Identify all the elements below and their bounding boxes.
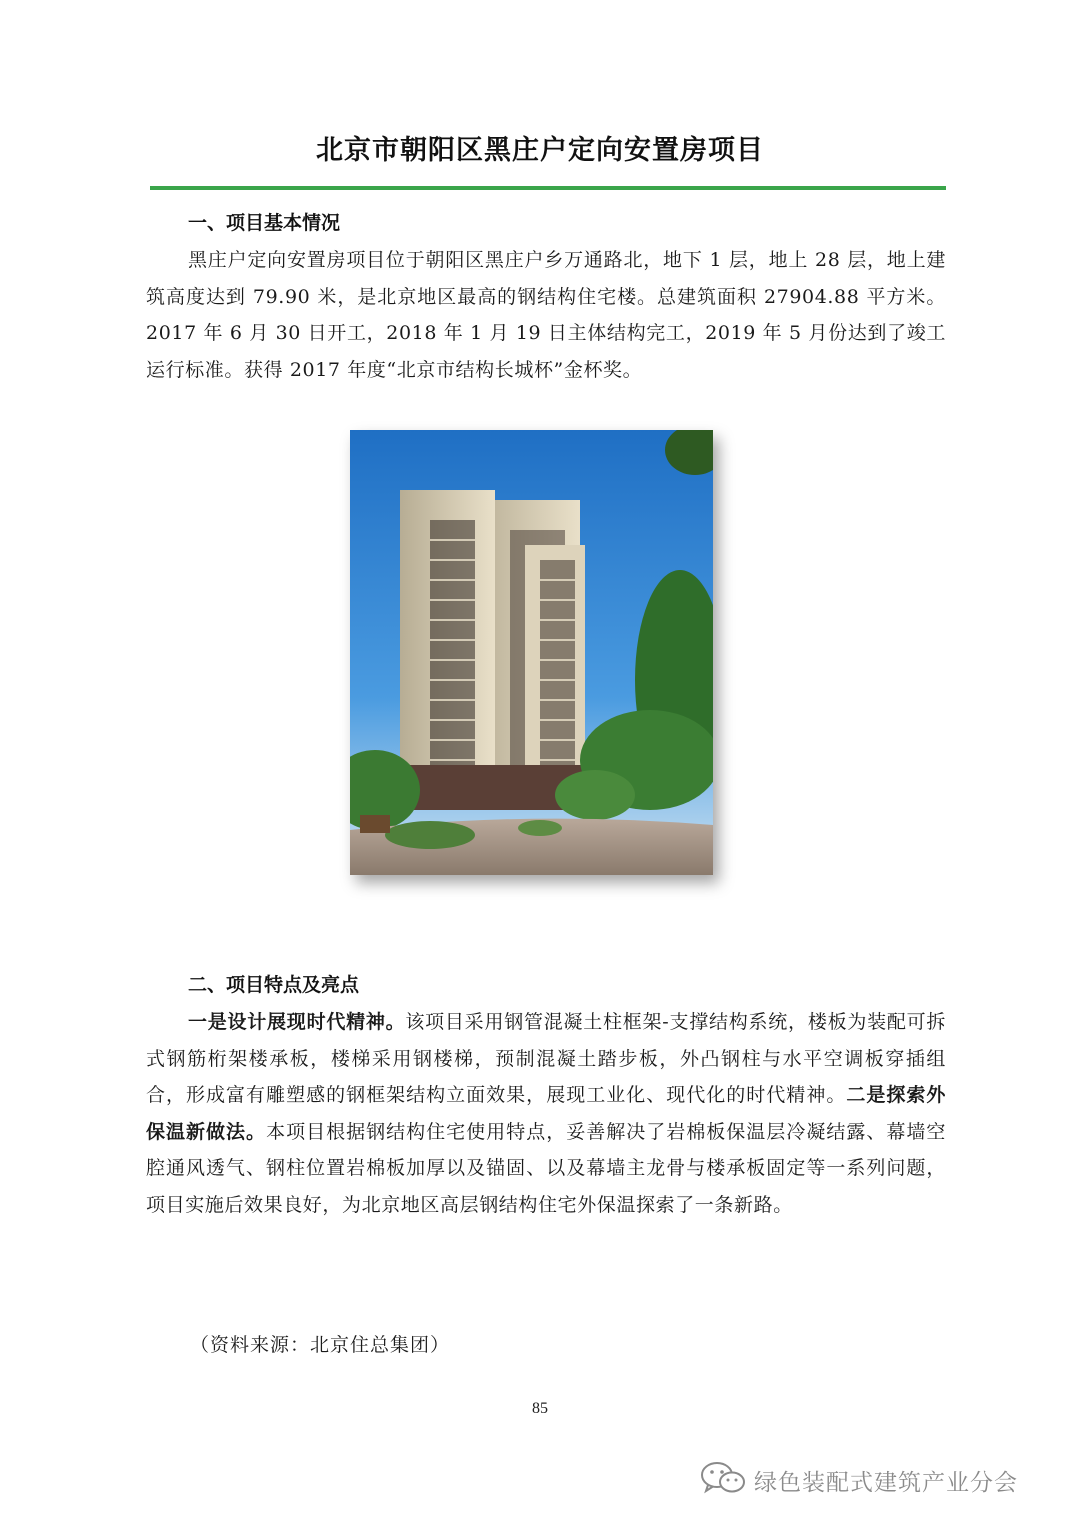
- highlight-2-text: 本项目根据钢结构住宅使用特点，妥善解决了岩棉板保温层冷凝结露、幕墙空腔通风透气、钢柱位置岩棉板加厚以及锚固、以及幕墙主龙骨与楼承板固定等一系列问题，项目实施后效果良好，为北京地区高层钢结构住宅外保温探索了一条新路。: [146, 1120, 946, 1216]
- watermark-text: 绿色装配式建筑产业分会: [754, 1469, 1018, 1496]
- title-divider: [150, 186, 946, 190]
- source-citation: （资料来源：北京住总集团）: [190, 1334, 451, 1356]
- highlight-1-text: 该项目采用钢管混凝土柱框架-支撑结构系统，楼板为装配可拆式钢筋桁架楼承板，楼梯采用钢楼梯，预制混凝土踏步板，外凸钢柱与水平空调板穿插组合，形成富有雕塑感的钢框架结构立面效果，展现工业化、现代化的时代精神。: [146, 1011, 946, 1106]
- highlight-2-title: 二是探索外保温新做法。: [146, 1084, 946, 1143]
- building-rendering-image: [350, 430, 713, 875]
- section-heading-highlights: 二、项目特点及亮点: [188, 974, 360, 996]
- highlight-1-title: 一是设计展现时代精神。: [188, 1011, 406, 1033]
- section-heading-basic-info: 一、项目基本情况: [188, 212, 341, 234]
- account-watermark: [700, 1460, 1018, 1500]
- page-title: 北京市朝阳区黑庄户定向安置房项目: [316, 135, 764, 166]
- page-number: 85: [532, 1400, 548, 1417]
- highlights-paragraph: [146, 1004, 946, 1223]
- basic-info-paragraph: 黑庄户定向安置房项目位于朝阳区黑庄户乡万通路北，地下 1 层，地上 28 层，地上建筑高度达到 79.90 米，是北京地区最高的钢结构住宅楼。总建筑面积 27904.88 平方米。2017 年 6 月 30 日开工，2018 年 1 月 19 日主体结构完工，2019 年 5 月份达到了竣工运行标准。获得 2017 年度“北京市结构长城杯”金杯奖。: [146, 249, 946, 381]
- building-rendering-svg: [350, 430, 713, 875]
- wechat-icon: [700, 1461, 746, 1499]
